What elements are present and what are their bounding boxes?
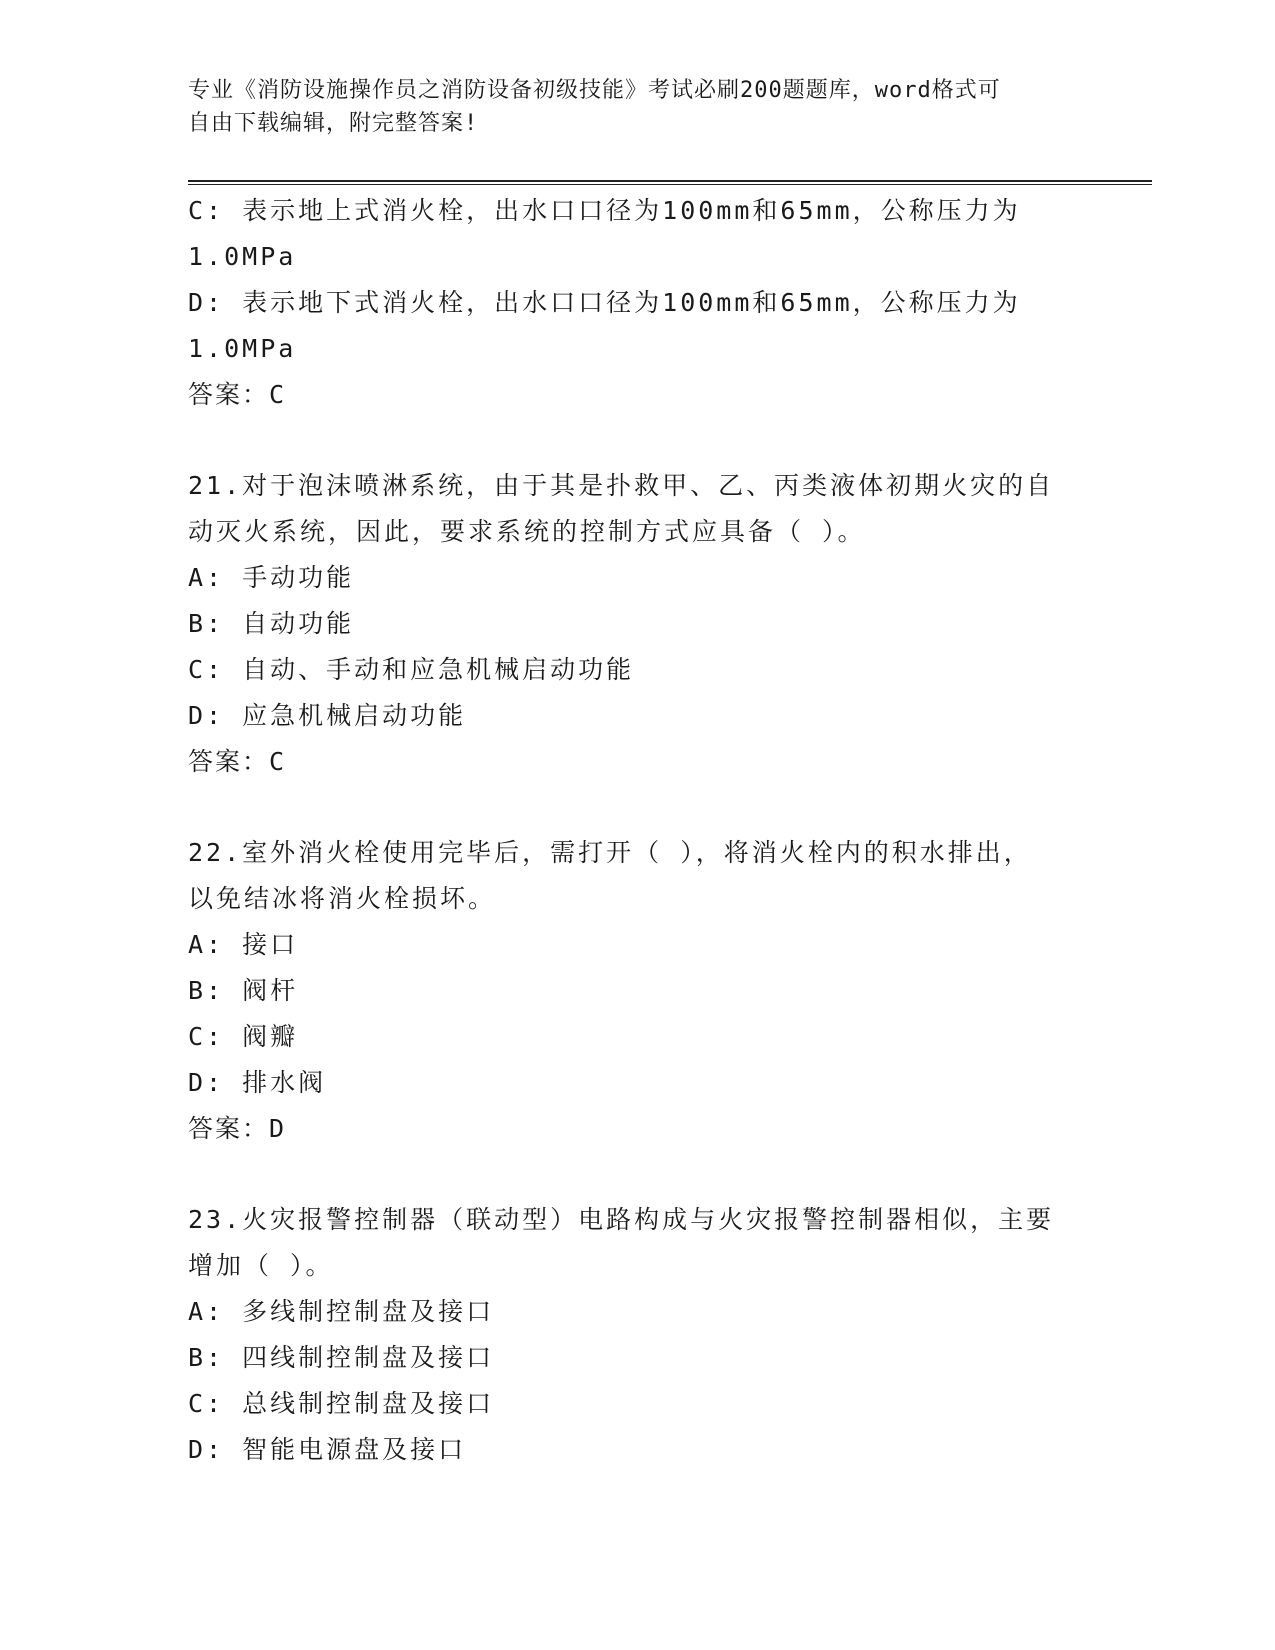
option-line: 1.0MPa (188, 242, 297, 271)
option-b: B: 阀杆 (188, 976, 299, 1005)
header-line-1: 专业《消防设施操作员之消防设备初级技能》考试必刷200题题库，word格式可 (188, 78, 1001, 103)
question-stem-line: 动灭火系统，因此，要求系统的控制方式应具备（ ）。 (188, 517, 866, 546)
question-block-23 (188, 1197, 1118, 1473)
option-c: C: 阀瓣 (188, 1022, 299, 1051)
question-block-22 (188, 830, 1118, 1152)
question-stem-line: 增加（ ）。 (188, 1251, 334, 1280)
document-header (188, 74, 1088, 140)
question-stem-line: 21.对于泡沫喷淋系统，由于其是扑救甲、乙、丙类液体初期火灾的自 (188, 471, 1055, 500)
option-line: D: 表示地下式消火栓，出水口口径为100mm和65mm，公称压力为 (188, 288, 1021, 317)
question-block-20 (188, 188, 1118, 418)
question-content (188, 188, 1118, 1518)
question-stem-line: 以免结冰将消火栓损坏。 (188, 884, 497, 913)
option-d: D: 智能电源盘及接口 (188, 1435, 467, 1464)
option-c: C: 自动、手动和应急机械启动功能 (188, 655, 635, 684)
header-divider-thin (188, 184, 1152, 185)
option-d: D: 应急机械启动功能 (188, 701, 467, 730)
option-a: A: 多线制控制盘及接口 (188, 1297, 495, 1326)
question-stem-line: 22.室外消火栓使用完毕后，需打开（ ），将消火栓内的积水排出， (188, 838, 1032, 867)
option-line: C: 表示地上式消火栓，出水口口径为100mm和65mm，公称压力为 (188, 196, 1021, 225)
header-line-2: 自由下载编辑，附完整答案! (188, 111, 479, 136)
question-stem-line: 23.火灾报警控制器（联动型）电路构成与火灾报警控制器相似，主要 (188, 1205, 1055, 1234)
option-b: B: 四线制控制盘及接口 (188, 1343, 495, 1372)
answer-line: 答案：C (188, 747, 287, 776)
question-block-21 (188, 463, 1118, 785)
option-c: C: 总线制控制盘及接口 (188, 1389, 495, 1418)
answer-line: 答案：D (188, 1114, 287, 1143)
option-line: 1.0MPa (188, 334, 297, 363)
header-divider-thick (188, 180, 1152, 182)
option-a: A: 接口 (188, 930, 299, 959)
answer-line: 答案：C (188, 380, 287, 409)
option-a: A: 手动功能 (188, 563, 355, 592)
option-b: B: 自动功能 (188, 609, 355, 638)
option-d: D: 排水阀 (188, 1068, 327, 1097)
